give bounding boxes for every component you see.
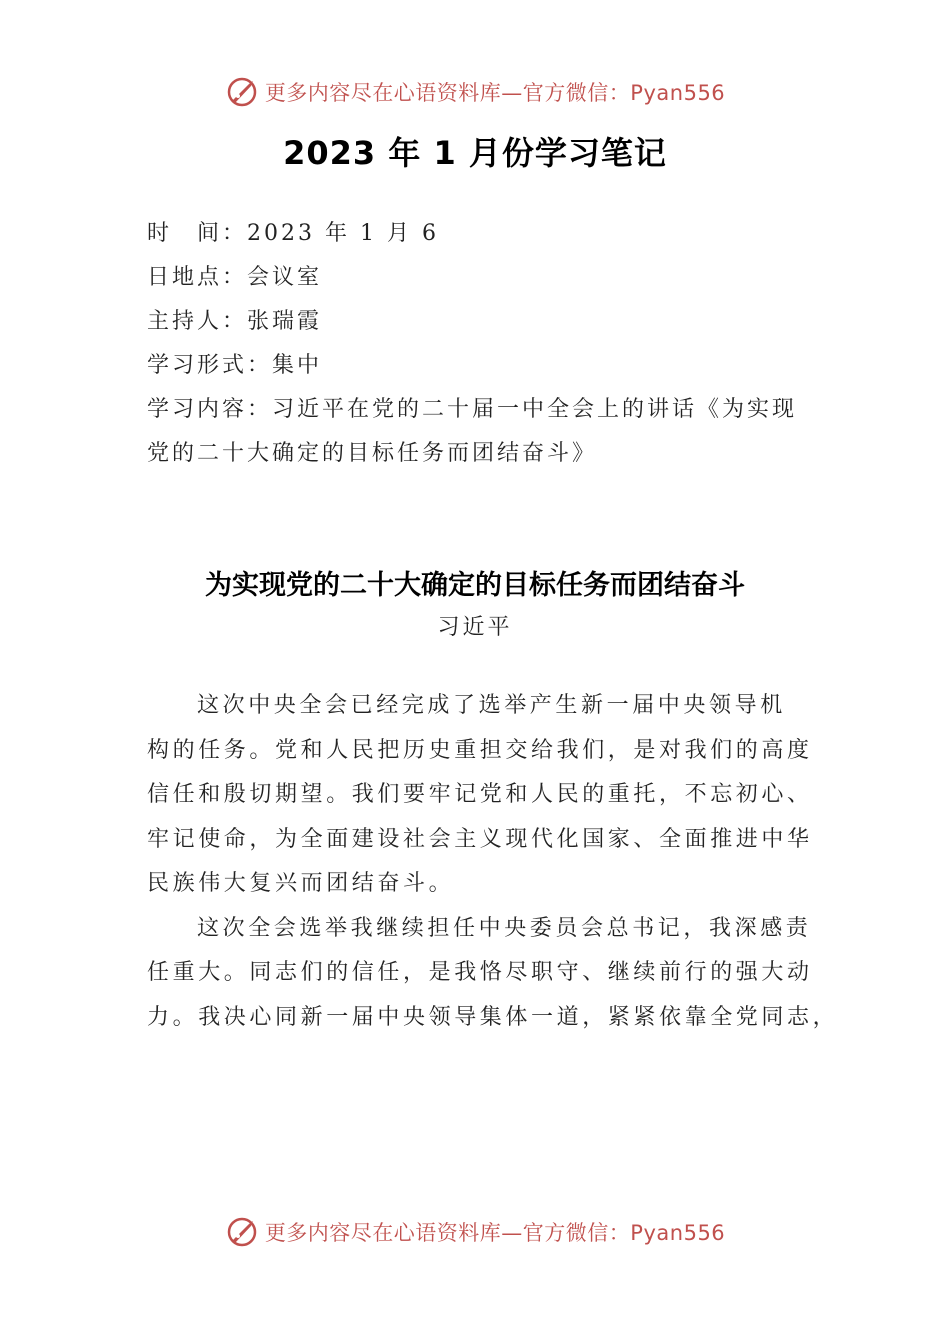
speech-title: 为实现党的二十大确定的目标任务而团结奋斗	[205, 570, 745, 601]
header-watermark	[0, 72, 950, 112]
paragraph-2-line: 这次全会选举我继续担任中央委员会总书记，我深感责	[197, 915, 812, 941]
watermark-text: 更多内容尽在心语资料库—官方微信：Pyan556	[264, 1221, 726, 1245]
pen-nib-circle-icon	[225, 1215, 259, 1249]
paragraph-1-line: 信任和殷切期望。我们要牢记党和人民的重托，不忘初心、	[147, 782, 813, 807]
paragraph-2-line: 任重大。同志们的信任，是我恪尽职守、继续前行的强大动	[147, 960, 813, 985]
watermark-text: 更多内容尽在心语资料库—官方微信：Pyan556	[264, 81, 726, 105]
meeting-form: 学习形式：集中	[147, 353, 323, 378]
paragraph-1-line: 构的任务。党和人民把历史重担交给我们，是对我们的高度	[147, 737, 813, 763]
footer-watermark	[0, 1212, 950, 1252]
meeting-place: 日地点：会议室	[147, 265, 323, 290]
pen-nib-circle-icon	[225, 75, 259, 109]
meeting-host: 主持人：张瑞霞	[147, 309, 323, 334]
meeting-content-line-1: 学习内容：习近平在党的二十届一中全会上的讲话《为实现	[147, 397, 798, 422]
paragraph-2-line: 力。我决心同新一届中央领导集体一道，紧紧依靠全党同志，	[147, 1004, 839, 1030]
meeting-time: 时 间：2023 年 1 月 6	[147, 221, 439, 246]
meeting-info	[147, 212, 827, 476]
speech-body	[147, 684, 839, 1040]
meeting-content-line-2: 党的二十大确定的目标任务而团结奋斗》	[147, 441, 598, 466]
paragraph-1-line: 牢记使命，为全面建设社会主义现代化国家、全面推进中华	[147, 826, 813, 852]
paragraph-1-line: 民族伟大复兴而团结奋斗。	[147, 871, 455, 896]
speech-author: 习近平	[437, 615, 513, 640]
document-title: 2023 年 1 月份学习笔记	[283, 134, 667, 172]
paragraph-1-line: 这次中央全会已经完成了选举产生新一届中央领导机	[197, 693, 786, 718]
